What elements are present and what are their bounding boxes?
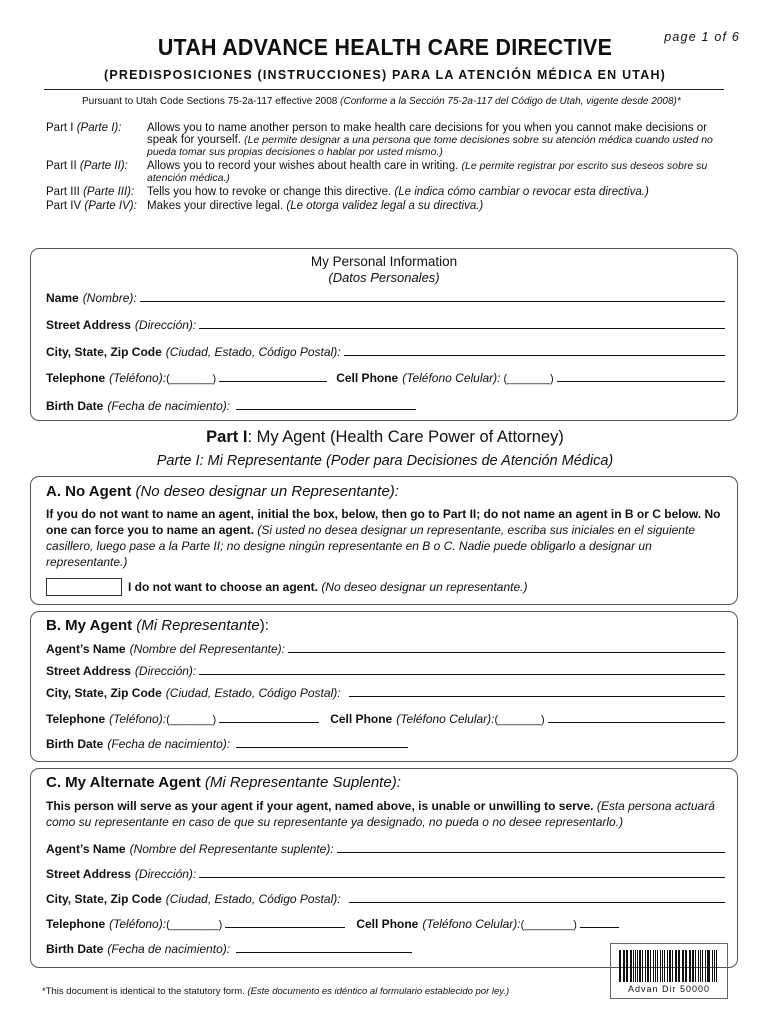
- alternate-agent-phone-row[interactable]: Telephone (Teléfono): (________) Cell Phone (Teléfono Celular): (________): [46, 917, 619, 931]
- barcode-stripe: [655, 950, 657, 982]
- barcode-stripe: [686, 950, 687, 982]
- part-description: Tells you how to revoke or change this directive. (Le indica cómo cambiar o revocar esta directiva.): [147, 186, 649, 198]
- agent-city-field[interactable]: City, State, Zip Code (Ciudad, Estado, Código Postal):: [46, 686, 725, 700]
- pursuant-es: (Conforme a la Sección 75-2a-117 del Código de Utah, vigente desde 2008)*: [340, 96, 681, 107]
- section-c-text: This person will serve as your agent if your agent, named above, is unable or unwilling to serve. (Esta persona actuará como su representante en caso de que su representante ya designado, no pueda o no desee representarlo.): [46, 799, 715, 829]
- part1-heading: Part I: My Agent (Health Care Power of Attorney): [206, 428, 564, 446]
- phone-row[interactable]: Telephone (Teléfono): (_______) Cell Phone (Teléfono Celular): (_______): [46, 371, 725, 385]
- barcode-stripe: [708, 950, 710, 982]
- footnote: *This document is identical to the statutory form. (Este documento es idéntico al formulario establecido por ley.): [42, 986, 510, 997]
- barcode-stripe: [642, 950, 644, 982]
- agent-cell-area-code-blank[interactable]: (_______): [494, 714, 545, 726]
- agent-name-field[interactable]: Agent’s Name (Nombre del Representante):: [46, 642, 725, 656]
- section-a-box: [30, 476, 738, 605]
- barcode-stripe: [700, 950, 702, 982]
- cell-area-code-blank[interactable]: (_______): [503, 373, 554, 385]
- barcode-stripe: [669, 950, 671, 982]
- document-subtitle: (PREDISPOSICIONES (INSTRUCCIONES) PARA LA ATENCIÓN MÉDICA EN UTAH): [103, 68, 667, 82]
- alternate-agent-name-field[interactable]: Agent’s Name (Nombre del Representante suplente):: [46, 842, 725, 856]
- barcode-stripe: [637, 950, 638, 982]
- page-indicator: page 1 of 6: [664, 30, 740, 44]
- part-label: Part III (Parte III):: [46, 186, 135, 198]
- barcode-stripe: [623, 950, 624, 982]
- pursuant-en: Pursuant to Utah Code Sections 75-2a-117 effective 2008: [82, 96, 338, 107]
- barcode-stripe: [633, 950, 634, 982]
- barcode-stripe: [685, 950, 686, 982]
- barcode-stripe: [639, 950, 641, 982]
- barcode-stripe: [667, 950, 668, 982]
- section-b-box: [30, 611, 738, 762]
- barcode-stripe: [695, 950, 696, 982]
- alternate-area-code-blank[interactable]: (________): [166, 919, 223, 931]
- barcode-stripe: [650, 950, 651, 982]
- area-code-blank[interactable]: (_______): [166, 373, 217, 385]
- barcode-stripe: [626, 950, 628, 982]
- agent-birth-date-field[interactable]: Birth Date (Fecha de nacimiento):: [46, 737, 725, 751]
- birth-date-field[interactable]: Birth Date (Fecha de nacimiento):: [46, 399, 725, 413]
- alternate-cell-area-code-blank[interactable]: (________): [520, 919, 577, 931]
- part-row-4: [46, 200, 726, 212]
- part-label: Part I (Parte I):: [46, 122, 122, 134]
- barcode-stripe: [698, 950, 699, 982]
- agent-phone-row[interactable]: Telephone (Teléfono): (_______) Cell Phone (Teléfono Celular): (_______): [46, 712, 725, 726]
- barcode-stripe: [705, 950, 706, 982]
- barcode-stripe: [657, 950, 658, 982]
- barcode-stripe: [664, 950, 665, 982]
- agent-area-code-blank[interactable]: (_______): [166, 714, 217, 726]
- agent-street-field[interactable]: Street Address (Dirección):: [46, 664, 725, 678]
- barcode-stripe: [645, 950, 646, 982]
- barcode-stripe: [679, 950, 680, 982]
- barcode-stripe: [682, 950, 684, 982]
- part-description: Allows you to name another person to make health care decisions for you when you cannot make decisions or speak for yourself. (Le permite designar a una persona que tome decisiones sobre su atención médica cuando usted no pueda tomar sus propias decisiones o hablar por usted mismo.): [147, 122, 713, 158]
- section-c-heading: C. My Alternate Agent (Mi Representante Suplente):: [46, 774, 401, 791]
- section-a-heading: A. No Agent (No deseo designar un Representante):: [46, 483, 399, 500]
- barcode-stripe: [630, 950, 632, 982]
- barcode-stripe: [716, 950, 717, 982]
- barcode-icon: [619, 950, 719, 982]
- street-address-field[interactable]: Street Address (Dirección):: [46, 318, 725, 332]
- barcode-label: Advan Dir 50000: [627, 984, 711, 994]
- alternate-agent-city-field[interactable]: City, State, Zip Code (Ciudad, Estado, Código Postal):: [46, 892, 725, 906]
- barcode-stripe: [653, 950, 654, 982]
- barcode-stripe: [707, 950, 708, 982]
- part-label: Part IV (Parte IV):: [46, 200, 137, 212]
- barcode-stripe: [619, 950, 621, 982]
- personal-info-heading: My Personal Information: [310, 254, 458, 269]
- no-agent-checkbox-label: I do not want to choose an agent. (No deseo designar un representante.): [128, 580, 528, 594]
- barcode-stripe: [702, 950, 703, 982]
- title-rule: [44, 89, 724, 90]
- barcode-stripe: [662, 950, 664, 982]
- personal-info-box: [30, 248, 738, 421]
- no-agent-initial-box[interactable]: [46, 578, 122, 596]
- section-c-box: [30, 768, 738, 968]
- pursuant-note: [82, 96, 681, 107]
- alternate-agent-street-field[interactable]: Street Address (Dirección):: [46, 867, 725, 881]
- barcode-stripe: [678, 950, 679, 982]
- barcode-stripe: [624, 950, 625, 982]
- document-title: UTAH ADVANCE HEALTH CARE DIRECTIVE: [157, 34, 613, 60]
- city-state-zip-field[interactable]: City, State, Zip Code (Ciudad, Estado, Código Postal):: [46, 345, 725, 359]
- section-b-heading: B. My Agent (Mi Representante):: [46, 617, 269, 634]
- barcode-stripe: [635, 950, 636, 982]
- barcode-stripe: [647, 950, 649, 982]
- barcode-stripe: [712, 950, 714, 982]
- section-a-text: If you do not want to name an agent, initial the box, below, then go to Part II; do not name an agent in B or C below. No one can force you to name an agent. (Si usted no desea designar un representante, escriba sus iniciales en el siguiente casillero, luego pase a la Parte II; no designe ningún representante en B o C. Nadie puede obligarlo a designar un representante.): [46, 507, 721, 569]
- part-row-1: [46, 122, 726, 158]
- parts-list: [46, 122, 726, 214]
- part1-heading-es: Parte I: Mi Representante (Poder para Decisiones de Atención Médica): [156, 453, 614, 469]
- part-row-2: [46, 160, 726, 184]
- barcode-stripe: [692, 950, 694, 982]
- barcode-stripe: [672, 950, 673, 982]
- part-description: Makes your directive legal. (Le otorga validez legal a su directiva.): [147, 200, 484, 212]
- alternate-agent-birth-date-field[interactable]: Birth Date (Fecha de nacimiento):: [46, 942, 607, 956]
- part-description: Allows you to record your wishes about health care in writing. (Le permite registrar por escrito sus deseos sobre su atención médica.): [147, 160, 708, 184]
- personal-info-heading-es: (Datos Personales): [328, 270, 440, 285]
- barcode-stripe: [714, 950, 715, 982]
- barcode-stripe: [675, 950, 677, 982]
- part-row-3: [46, 186, 726, 198]
- barcode-stripe: [689, 950, 691, 982]
- part-label: Part II (Parte II):: [46, 160, 128, 172]
- barcode-box: [610, 943, 728, 999]
- name-field[interactable]: Name (Nombre):: [46, 291, 725, 305]
- barcode-stripe: [660, 950, 661, 982]
